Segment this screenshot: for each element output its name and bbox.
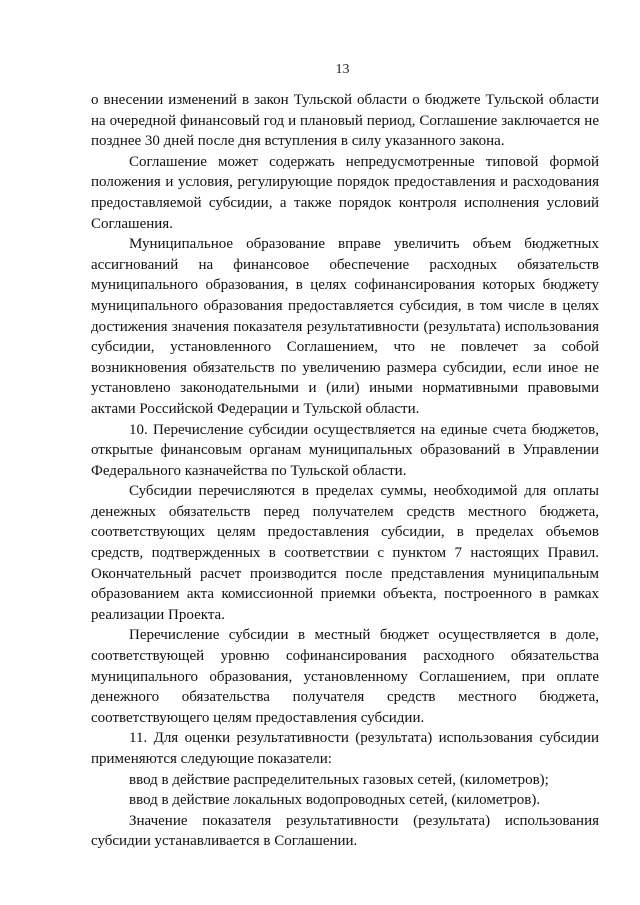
document-body [91,90,599,852]
paragraph-item-11: 11. Для оценки результативности (результата) использования субсидии применяются следующие показатели: [91,730,599,767]
page-number: 13 [335,62,350,77]
paragraph-item-10: 10. Перечисление субсидии осуществляется на единые счета бюджетов, открытые финансовым органам муниципальных образований в Управлении Федерального казначейства по Тульской области. [91,421,599,479]
paragraph-municipal-rights: Муниципальное образование вправе увеличить объем бюджетных ассигнований на финансовое обеспечение расходных обязательств муниципального образования, в целях софинансирования которых бюджету муниципального образования предоставляется субсидия, в том числе в целях достижения значения показателя результативности (результата) использования субсидии, установленного Соглашением, что не повлечет за собой возникновения обязательств по увеличению размера субсидии, если иное не установлено законодательными и (или) иными нормативными правовыми актами Российской Федерации и Тульской области. [91,236,599,417]
paragraph-indicator-value: Значение показателя результативности (результата) использования субсидии устанавливается в Соглашении. [91,812,599,850]
paragraph-agreement-terms: Соглашение может содержать непредусмотренные типовой формой положения и условия, регулирующие порядок предоставления и расходования предоставляемой субсидии, а также порядок контроля исполнения условий Соглашения. [91,153,599,232]
paragraph-transfer-share: Перечисление субсидии в местный бюджет осуществляется в доле, соответствующей уровню софинансирования расходного обязательства муниципального образования, установленному Соглашением, при оплате денежного обязательства получателя средств местного бюджета, соответствующего целям предоставления субсидии. [91,627,599,726]
paragraph-continuation: о внесении изменений в закон Тульской области о бюджете Тульской области на очередной финансовый год и плановый период, Соглашение заключается не позднее 30 дней после дня вступления в силу указанного закона. [91,92,599,150]
indicator-water-networks: ввод в действие локальных водопроводных сетей, (километров). [129,792,541,809]
indicator-gas-networks: ввод в действие распределительных газовых сетей, (километров); [129,771,549,788]
paragraph-subsidy-transfer: Субсидии перечисляются в пределах суммы, необходимой для оплаты денежных обязательств перед получателем средств местного бюджета, соответствующих целям предоставления субсидии, в пределах объемов средств, подтвержденных в соответствии с пунктом 7 настоящих Правил. Окончательный расчет производится после представления муниципальным образованием акта комиссионной приемки объекта, построенного в рамках реализации Проекта. [91,483,599,623]
